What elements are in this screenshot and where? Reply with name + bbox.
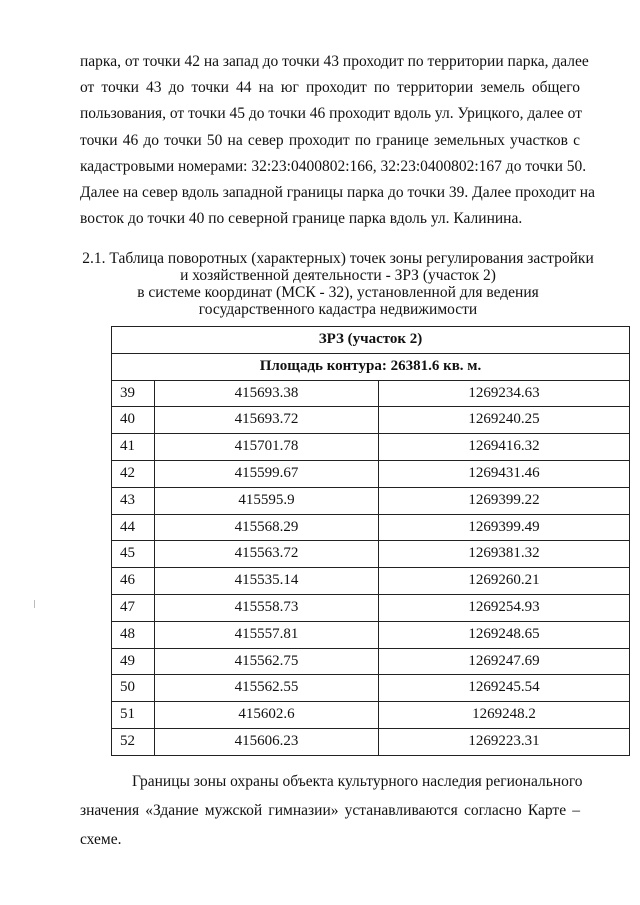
paragraph-line: восток до точки 40 по северной границе парка вдоль ул. Калинина. [80, 210, 523, 228]
y-coordinate-cell: 1269431.46 [379, 460, 630, 487]
paragraph-line: точки 46 до точки 50 на север проходит по границе земельных участков с [80, 131, 580, 149]
x-coordinate-cell: 415562.75 [155, 648, 379, 675]
caption-line: государственного кадастра недвижимости [198, 301, 478, 318]
x-coordinate-cell: 415693.72 [155, 407, 379, 434]
point-number-cell: 49 [112, 648, 155, 675]
caption-line: 2.1. Таблица поворотных (характерных) точек зоны регулирования застройки [82, 250, 594, 267]
table-row [112, 407, 630, 434]
point-number-cell: 52 [112, 728, 155, 755]
y-coordinate-cell: 1269260.21 [379, 568, 630, 595]
table-title: ЗРЗ (участок 2) [112, 327, 630, 354]
point-number-cell: 42 [112, 460, 155, 487]
paragraph-line: пользования, от точки 45 до точки 46 проходит вдоль ул. Урицкого, далее от [80, 105, 582, 123]
point-number-cell: 43 [112, 487, 155, 514]
table-row [112, 702, 630, 729]
y-coordinate-cell: 1269399.49 [379, 514, 630, 541]
paragraph-line: парка, от точки 42 на запад до точки 43 проходит по территории парка, далее [80, 53, 589, 70]
x-coordinate-cell: 415557.81 [155, 621, 379, 648]
margin-mark [34, 600, 35, 608]
point-number-cell: 46 [112, 568, 155, 595]
caption-line: в системе координат (МСК - 32), установленной для ведения [137, 284, 539, 301]
point-number-cell: 50 [112, 675, 155, 702]
y-coordinate-cell: 1269381.32 [379, 541, 630, 568]
point-number-cell: 39 [112, 380, 155, 407]
x-coordinate-cell: 415693.38 [155, 380, 379, 407]
coordinates-table [111, 326, 630, 756]
table-title-row [112, 327, 630, 354]
point-number-cell: 48 [112, 621, 155, 648]
table-row [112, 648, 630, 675]
table-caption [78, 250, 598, 318]
closing-paragraph [80, 767, 583, 854]
y-coordinate-cell: 1269248.65 [379, 621, 630, 648]
y-coordinate-cell: 1269399.22 [379, 487, 630, 514]
x-coordinate-cell: 415568.29 [155, 514, 379, 541]
y-coordinate-cell: 1269416.32 [379, 434, 630, 461]
y-coordinate-cell: 1269240.25 [379, 407, 630, 434]
y-coordinate-cell: 1269223.31 [379, 728, 630, 755]
point-number-cell: 45 [112, 541, 155, 568]
x-coordinate-cell: 415595.9 [155, 487, 379, 514]
table-area-row [112, 353, 630, 380]
point-number-cell: 44 [112, 514, 155, 541]
point-number-cell: 51 [112, 702, 155, 729]
point-number-cell: 41 [112, 434, 155, 461]
y-coordinate-cell: 1269254.93 [379, 594, 630, 621]
paragraph-line: Далее на север вдоль западной границы парка до точки 39. Далее проходит на [80, 184, 595, 202]
paragraph-line: схеме. [80, 831, 122, 848]
paragraph-line: кадастровыми номерами: 32:23:0400802:166, 32:23:0400802:167 до точки 50. [80, 157, 587, 175]
point-number-cell: 40 [112, 407, 155, 434]
y-coordinate-cell: 1269234.63 [379, 380, 630, 407]
table-row [112, 434, 630, 461]
table-area: Площадь контура: 26381.6 кв. м. [112, 353, 630, 380]
paragraph-line: Границы зоны охраны объекта культурного наследия регионального [132, 773, 583, 790]
table-row [112, 728, 630, 755]
paragraph-line: от точки 43 до точки 44 на юг проходит по территории земель общего [80, 79, 580, 97]
table-row [112, 380, 630, 407]
x-coordinate-cell: 415558.73 [155, 594, 379, 621]
intro-paragraph [80, 49, 595, 232]
caption-line: и хозяйственной деятельности - ЗРЗ (участок 2) [180, 267, 496, 284]
x-coordinate-cell: 415599.67 [155, 460, 379, 487]
table-row [112, 568, 630, 595]
point-number-cell: 47 [112, 594, 155, 621]
table-row [112, 460, 630, 487]
y-coordinate-cell: 1269247.69 [379, 648, 630, 675]
table-row [112, 514, 630, 541]
table-row [112, 594, 630, 621]
paragraph-line: значения «Здание мужской гимназии» устанавливаются согласно Карте – [80, 802, 580, 819]
table-row [112, 487, 630, 514]
x-coordinate-cell: 415602.6 [155, 702, 379, 729]
x-coordinate-cell: 415563.72 [155, 541, 379, 568]
x-coordinate-cell: 415562.55 [155, 675, 379, 702]
x-coordinate-cell: 415535.14 [155, 568, 379, 595]
table-row [112, 675, 630, 702]
table-row [112, 621, 630, 648]
x-coordinate-cell: 415606.23 [155, 728, 379, 755]
y-coordinate-cell: 1269248.2 [379, 702, 630, 729]
y-coordinate-cell: 1269245.54 [379, 675, 630, 702]
x-coordinate-cell: 415701.78 [155, 434, 379, 461]
table-row [112, 541, 630, 568]
